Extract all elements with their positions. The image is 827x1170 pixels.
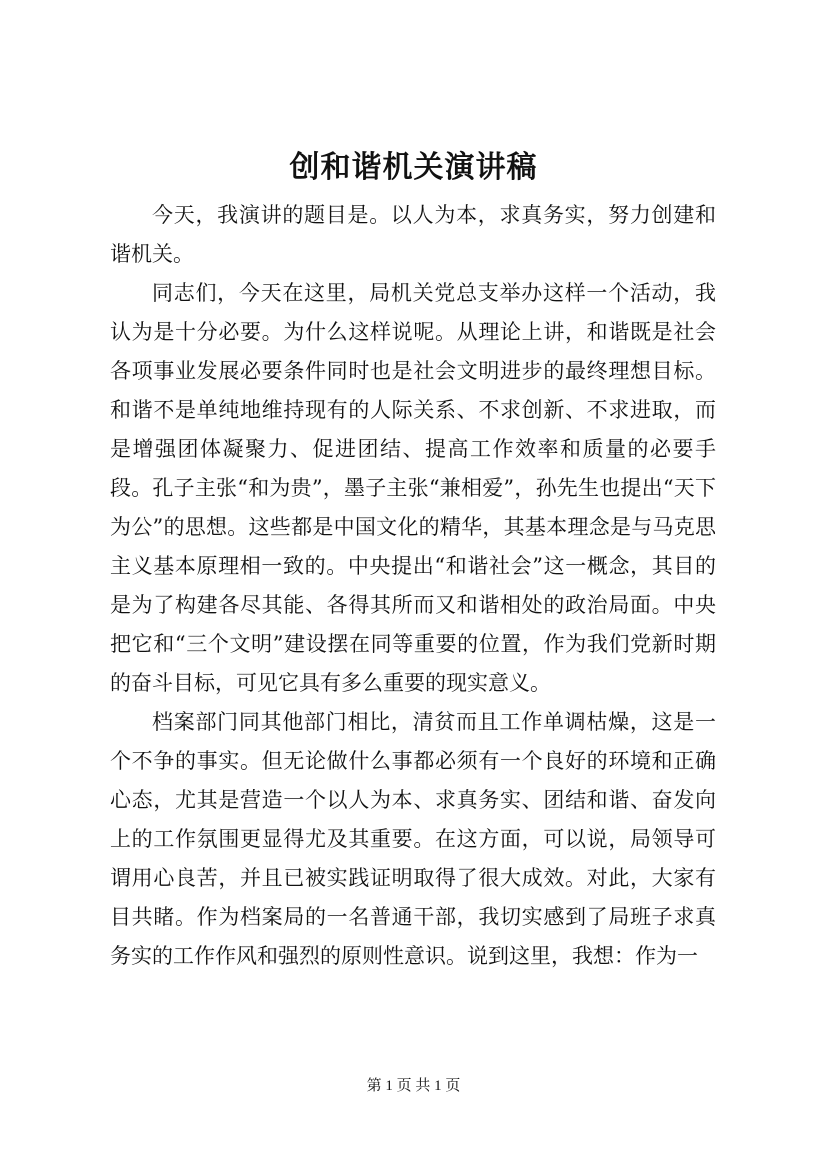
paragraph-1: 今天，我演讲的题目是。以人为本，求真务实，努力创建和谐机关。 (110, 203, 716, 266)
paragraph-2: 同志们，今天在这里，局机关党总支举办这样一个活动，我认为是十分必要。为什么这样说呢。从理论上讲，和谐既是社会各项事业发展必要条件同时也是社会文明进步的最终理想目标。和谐不是单纯地维持现有的人际关系、不求创新、不求进取，而是增强团体凝聚力、促进团结、提高工作效率和质量的必要手段。孔子主张“和为贵”，墨子主张“兼相爱”，孙先生也提出“天下为公”的思想。这些都是中国文化的精华，其基本理念是与马克思主义基本原理相一致的。中央提出“和谐社会”这一概念，其目的是为了构建各尽其能、各得其所而又和谐相处的政治局面。中央把它和“三个文明”建设摆在同等重要的位置，作为我们党新时期的奋斗目标，可见它具有多么重要的现实意义。 (110, 281, 716, 695)
document-title: 创和谐机关演讲稿 (289, 150, 538, 185)
page-footer: 第 1 页 共 1 页 (366, 1078, 461, 1094)
paragraph-3: 档案部门同其他部门相比，清贫而且工作单调枯燥，这是一个不争的事实。但无论做什么事都必须有一个良好的环境和正确心态，尤其是营造一个以人为本、求真务实、团结和谐、奋发向上的工作氛围更显得尤及其重要。在这方面，可以说，局领导可谓用心良苦，并且已被实践证明取得了很大成效。对此，大家有目共睹。作为档案局的一名普通干部，我切实感到了局班子求真务实的工作作风和强烈的原则性意识。说到这里，我想：作为一 (110, 710, 716, 968)
document-body (110, 196, 716, 976)
